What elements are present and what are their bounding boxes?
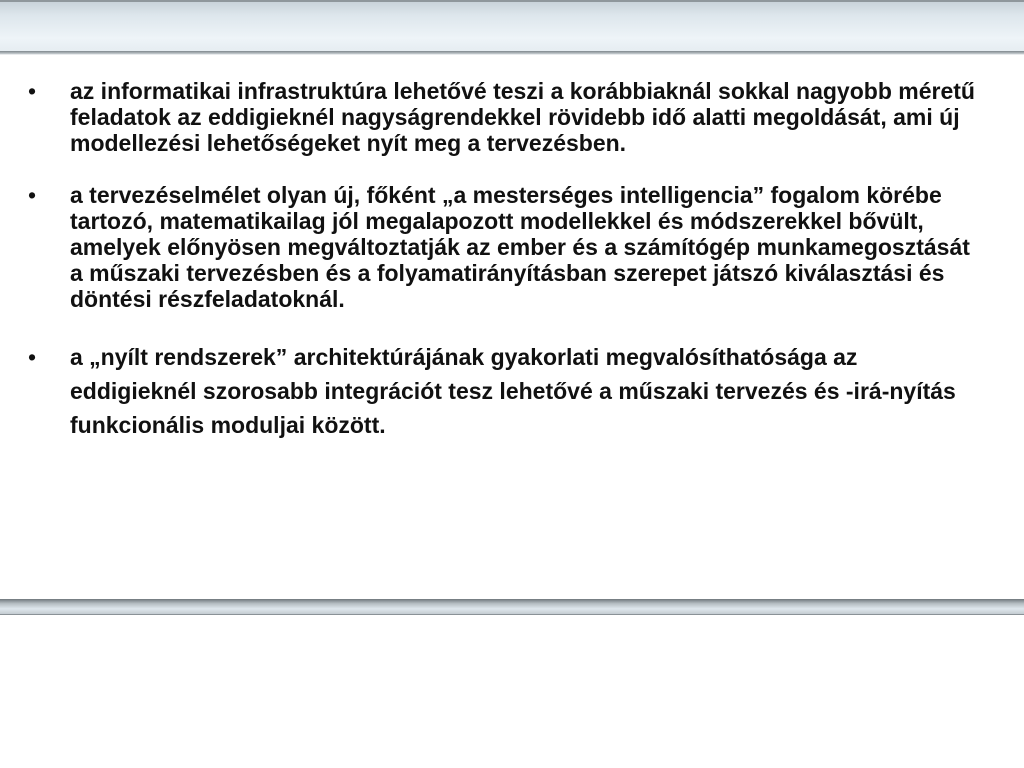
bullet-list [28, 78, 978, 442]
bullet-text: az informatikai infrastruktúra lehetővé teszi a korábbiaknál sokkal nagyobb méretű feladatok az eddigieknél nagyságrendekkel rövidebb idő alatti megoldását, ami új modellezési lehetőségeket nyít meg a tervezésben. [70, 78, 975, 156]
bullet-marker: • [28, 344, 37, 370]
footer-decorative-band [0, 599, 1024, 615]
bullet-marker: • [28, 78, 37, 104]
bullet-item [28, 78, 978, 156]
header-decorative-band [0, 0, 1024, 54]
bullet-item [28, 182, 978, 312]
bullet-marker: • [28, 182, 37, 208]
header-band-shadow [0, 51, 1024, 55]
bullet-item [28, 340, 978, 442]
bullet-text: a „nyílt rendszerek” architektúrájának gyakorlati megvalósíthatósága az eddigieknél szorosabb integrációt tesz lehetővé a műszaki tervezés és -irá-nyítás funkcionális moduljai között. [70, 344, 956, 438]
bullet-text: a tervezéselmélet olyan új, főként „a mesterséges intelligencia” fogalom körébe tartozó, matematikailag jól megalapozott modellekkel és módszerekkel bővült, amelyek előnyösen megváltoztatják az ember és a számítógép munkamegosztását a műszaki tervezésben és a folyamatirányításban szerepet játszó kiválasztási és döntési részfeladatoknál. [70, 182, 970, 312]
